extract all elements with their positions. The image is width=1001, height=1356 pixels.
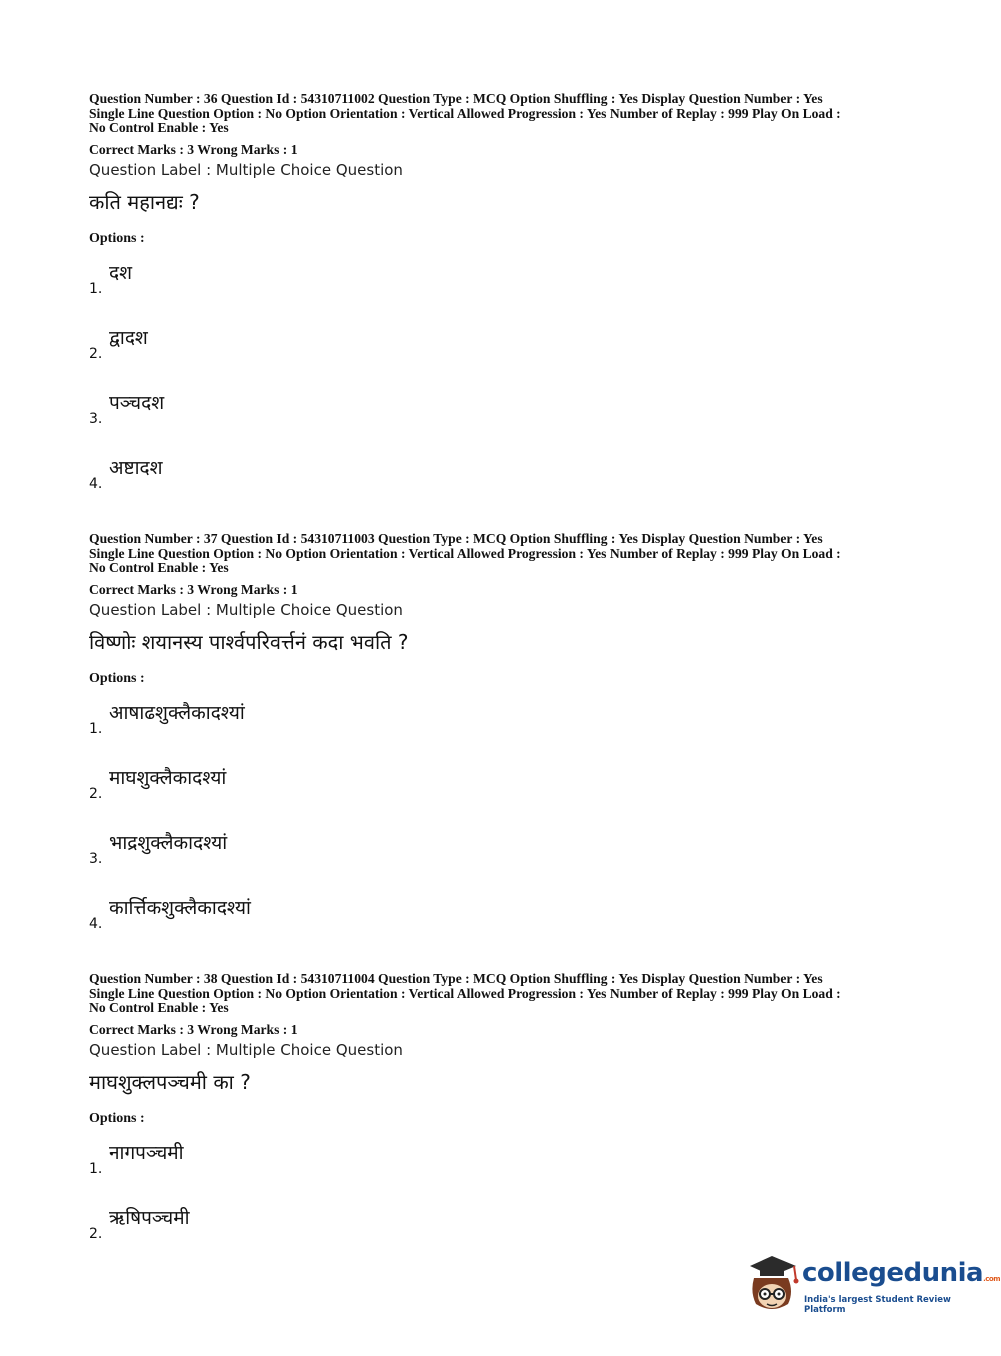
question-37	[89, 532, 919, 959]
options-title: Options :	[89, 1110, 145, 1126]
question-38	[89, 972, 919, 1269]
option-3[interactable]	[89, 389, 919, 454]
option-number: 4.	[89, 915, 103, 932]
option-number: 2.	[89, 1225, 103, 1242]
question-meta-line-3: No Control Enable : Yes	[89, 1000, 229, 1015]
option-text: नागपञ्चमी	[109, 1141, 184, 1164]
question-meta-line-2: Single Line Question Option : No Option Orientation : Vertical Allowed Progression : Yes Number of Replay : 999 Play On Load :	[89, 545, 841, 561]
question-text: माघशुक्लपञ्चमी का ?	[89, 1069, 251, 1094]
options-title: Options :	[89, 230, 145, 246]
option-1[interactable]	[89, 699, 919, 764]
question-meta-line-1: Question Number : 37 Question Id : 54310711003 Question Type : MCQ Option Shuffling : Yes Display Question Number : Yes	[89, 531, 823, 546]
option-text: भाद्रशुक्लैकादश्यां	[109, 831, 228, 854]
question-36	[89, 92, 919, 519]
option-text: कार्त्तिकशुक्लैकादश्यां	[109, 896, 251, 919]
logo-word: collegedunia	[802, 1258, 984, 1288]
question-meta-line-2: Single Line Question Option : No Option Orientation : Vertical Allowed Progression : Yes Number of Replay : 999 Play On Load :	[89, 105, 841, 121]
question-meta-line-2: Single Line Question Option : No Option Orientation : Vertical Allowed Progression : Yes Number of Replay : 999 Play On Load :	[89, 985, 841, 1001]
option-text: माघशुक्लैकादश्यां	[109, 766, 227, 789]
question-meta-line-1: Question Number : 38 Question Id : 54310711004 Question Type : MCQ Option Shuffling : Yes Display Question Number : Yes	[89, 971, 823, 986]
question-label: Question Label : Multiple Choice Question	[89, 600, 403, 619]
option-text: दश	[109, 261, 133, 284]
logo-dotcom: .com	[983, 1275, 1000, 1283]
option-1[interactable]	[89, 1139, 919, 1204]
option-number: 2.	[89, 785, 103, 802]
option-text: ऋषिपञ्चमी	[109, 1206, 190, 1229]
option-4[interactable]	[89, 454, 919, 519]
option-text: द्वादश	[109, 326, 148, 349]
option-text: अष्टादश	[109, 456, 163, 479]
mascot-icon	[742, 1252, 800, 1314]
collegedunia-logo[interactable]	[742, 1252, 1000, 1322]
logo-tagline: India's largest Student Review Platform	[804, 1295, 951, 1315]
question-meta-line-1: Question Number : 36 Question Id : 54310711002 Question Type : MCQ Option Shuffling : Yes Display Question Number : Yes	[89, 91, 823, 106]
options-list	[89, 1139, 919, 1269]
option-3[interactable]	[89, 829, 919, 894]
option-number: 1.	[89, 280, 103, 297]
question-label: Question Label : Multiple Choice Question	[89, 1040, 403, 1059]
options-title: Options :	[89, 670, 145, 686]
options-list	[89, 699, 919, 959]
question-marks: Correct Marks : 3 Wrong Marks : 1	[89, 1021, 298, 1037]
question-marks: Correct Marks : 3 Wrong Marks : 1	[89, 141, 298, 157]
option-text: आषाढशुक्लैकादश्यां	[109, 701, 245, 724]
question-text: विष्णोः शयानस्य पार्श्वपरिवर्त्तनं कदा भवति ?	[89, 629, 409, 654]
question-marks: Correct Marks : 3 Wrong Marks : 1	[89, 581, 298, 597]
option-number: 3.	[89, 410, 103, 427]
option-2[interactable]	[89, 764, 919, 829]
option-number: 2.	[89, 345, 103, 362]
option-2[interactable]	[89, 324, 919, 389]
question-meta-line-3: No Control Enable : Yes	[89, 120, 229, 135]
option-number: 1.	[89, 720, 103, 737]
option-text: पञ्चदश	[109, 391, 165, 414]
options-list	[89, 259, 919, 519]
question-text: कति महानद्यः ?	[89, 189, 200, 214]
logo-wordmark	[802, 1258, 1000, 1288]
option-number: 3.	[89, 850, 103, 867]
question-label: Question Label : Multiple Choice Question	[89, 160, 403, 179]
question-meta-line-3: No Control Enable : Yes	[89, 560, 229, 575]
option-number: 4.	[89, 475, 103, 492]
option-1[interactable]	[89, 259, 919, 324]
option-4[interactable]	[89, 894, 919, 959]
option-number: 1.	[89, 1160, 103, 1177]
